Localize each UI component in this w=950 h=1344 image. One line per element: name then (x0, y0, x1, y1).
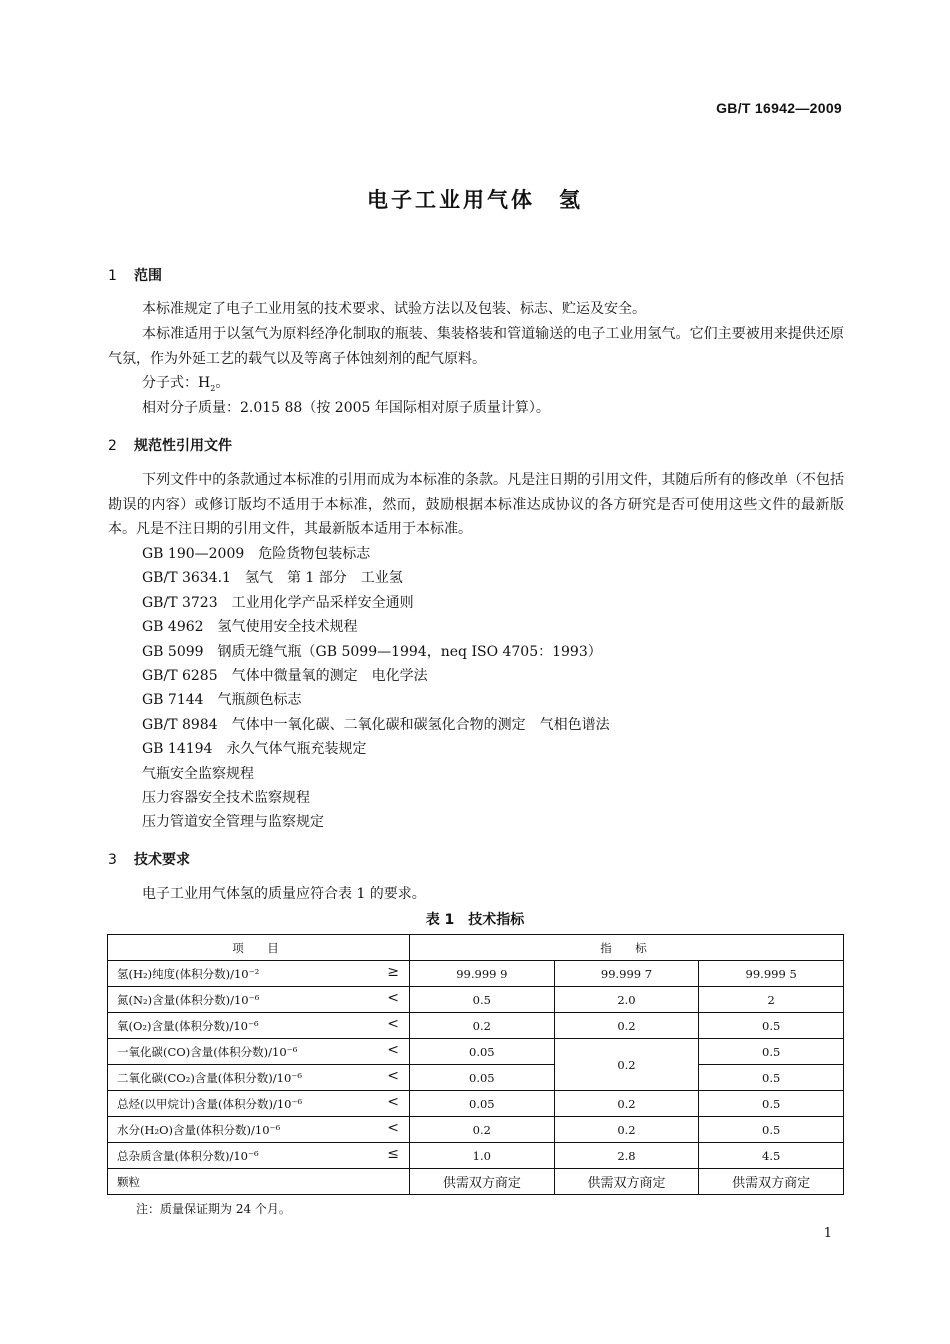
item-name: 一氧化碳(CO)含量(体积分数)/10⁻⁶ (117, 1044, 298, 1059)
value-cell: 0.05 (410, 1039, 555, 1065)
value-cell: 99.999 5 (699, 961, 844, 987)
reference-item: 气瓶安全监察规程 (142, 765, 254, 782)
value-cell: 0.5 (699, 1039, 844, 1065)
reference-item: 压力容器安全技术监察规程 (142, 789, 310, 806)
item-name: 氢(H₂)纯度(体积分数)/10⁻² (117, 966, 260, 981)
scope-paragraph-1: 本标准规定了电子工业用氢的技术要求、试验方法以及包装、标志、贮运及安全。 (142, 301, 646, 317)
value-cell: 4.5 (699, 1143, 844, 1169)
references-intro: 下列文件中的条款通过本标准的引用而成为本标准的条款。凡是注日期的引用文件，其随后所有的修改单（不包括勘误的内容）或修订版均不适用于本标准，然而，鼓励根据本标准达成协议的各方研究是否可使用这些文件的最新版本。凡是不注日期的引用文件，其最新版本适用于本标准。 (108, 472, 844, 537)
table-row (108, 961, 844, 987)
section-number: 2 (108, 438, 117, 454)
value-cell: 0.2 (554, 1013, 699, 1039)
value-cell: 2.0 (554, 987, 699, 1013)
comparator: ≤ (387, 1146, 399, 1162)
table-note: 注：质量保证期为 24 个月。 (136, 1202, 291, 1216)
section-title: 范围 (134, 268, 162, 284)
table-row (108, 1039, 844, 1065)
item-name: 颗粒 (117, 1174, 140, 1189)
table-row (108, 1169, 844, 1195)
section-number: 3 (108, 852, 117, 868)
item-name: 水分(H₂O)含量(体积分数)/10⁻⁶ (117, 1122, 281, 1137)
value-cell: 供需双方商定 (554, 1169, 699, 1195)
section-title: 技术要求 (134, 852, 190, 868)
molecular-mass: 相对分子质量：2.015 88（按 2005 年国际相对原子质量计算）。 (142, 400, 550, 416)
value-cell: 0.5 (699, 1117, 844, 1143)
table-row (108, 1013, 844, 1039)
value-cell: 供需双方商定 (410, 1169, 555, 1195)
section-number: 1 (108, 268, 117, 284)
molecular-formula: 分子式：$H_2$。 (142, 375, 230, 393)
comparator: < (387, 1094, 399, 1110)
item-name: 氧(O₂)含量(体积分数)/10⁻⁶ (117, 1018, 259, 1033)
section-title: 规范性引用文件 (134, 438, 232, 454)
reference-item: GB 190—2009 危险货物包装标志 (142, 546, 371, 562)
item-name: 二氧化碳(CO₂)含量(体积分数)/10⁻⁶ (117, 1070, 302, 1085)
value-cell: 2 (699, 987, 844, 1013)
comparator: < (387, 1068, 399, 1084)
comparator: < (387, 990, 399, 1006)
comparator: < (387, 1042, 399, 1058)
header-item: 项 目 (108, 935, 410, 961)
page-number: 1 (823, 1226, 832, 1241)
comparator: ≥ (387, 964, 399, 980)
value-cell: 99.999 7 (554, 961, 699, 987)
value-cell: 0.5 (699, 1091, 844, 1117)
reference-item: GB 4962 氢气使用安全技术规程 (142, 619, 358, 636)
value-cell: 0.05 (410, 1091, 555, 1117)
table-header-row (108, 935, 844, 961)
table-row (108, 1091, 844, 1117)
table-row (108, 1143, 844, 1169)
value-cell: 0.2 (410, 1117, 555, 1143)
comparator: < (387, 1016, 399, 1032)
item-name: 总杂质含量(体积分数)/10⁻⁶ (117, 1148, 259, 1163)
header-index: 指 标 (410, 935, 844, 961)
comparator: < (387, 1120, 399, 1136)
section-3-heading (108, 849, 190, 869)
document-title: 电子工业用气体 氢 (367, 188, 583, 212)
reference-item: GB/T 3723 工业用化学产品采样安全通则 (142, 594, 414, 611)
value-cell: 2.8 (554, 1143, 699, 1169)
value-cell: 99.999 9 (410, 961, 555, 987)
reference-item: GB/T 3634.1 氢气 第 1 部分 工业氢 (142, 570, 403, 587)
scope-paragraph-2: 本标准适用于以氢气为原料经净化制取的瓶装、集装格装和管道输送的电子工业用氢气。它们主要被用来提供还原气氛，作为外延工艺的载气以及等离子体蚀刻剂的配气原料。 (108, 326, 844, 367)
standard-number: GB/T 16942—2009 (716, 100, 842, 116)
value-cell: 0.2 (554, 1117, 699, 1143)
item-name: 总烃(以甲烷计)含量(体积分数)/10⁻⁶ (117, 1096, 303, 1111)
item-name: 氮(N₂)含量(体积分数)/10⁻⁶ (117, 992, 260, 1007)
table-row (108, 1065, 844, 1091)
value-cell: 供需双方商定 (699, 1169, 844, 1195)
section-1-heading (108, 265, 162, 285)
value-cell: 0.2 (554, 1091, 699, 1117)
value-cell: 1.0 (410, 1143, 555, 1169)
reference-item: GB 7144 气瓶颜色标志 (142, 692, 302, 709)
reference-item: GB/T 8984 气体中一氧化碳、二氧化碳和碳氢化合物的测定 气相色谱法 (142, 716, 610, 733)
value-cell: 0.2 (410, 1013, 555, 1039)
reference-item: 压力管道安全管理与监察规定 (142, 814, 324, 831)
table-row (108, 1117, 844, 1143)
reference-item: GB/T 6285 气体中微量氧的测定 电化学法 (142, 667, 428, 684)
table-row (108, 987, 844, 1013)
value-cell: 0.05 (410, 1065, 555, 1091)
value-cell: 0.5 (699, 1065, 844, 1091)
value-cell: 0.5 (410, 987, 555, 1013)
value-cell: 0.5 (699, 1013, 844, 1039)
section-2-heading (108, 435, 232, 455)
reference-item: GB 5099 钢质无缝气瓶（GB 5099—1994，neq ISO 4705：1993） (142, 643, 602, 660)
specification-table (107, 934, 844, 1195)
requirement-paragraph: 电子工业用气体氢的质量应符合表 1 的要求。 (142, 886, 426, 902)
value-cell-merged: 0.2 (554, 1039, 699, 1091)
table-caption: 表 1 技术指标 (425, 912, 525, 928)
reference-list (142, 542, 610, 835)
reference-item: GB 14194 永久气体气瓶充装规定 (142, 741, 367, 758)
